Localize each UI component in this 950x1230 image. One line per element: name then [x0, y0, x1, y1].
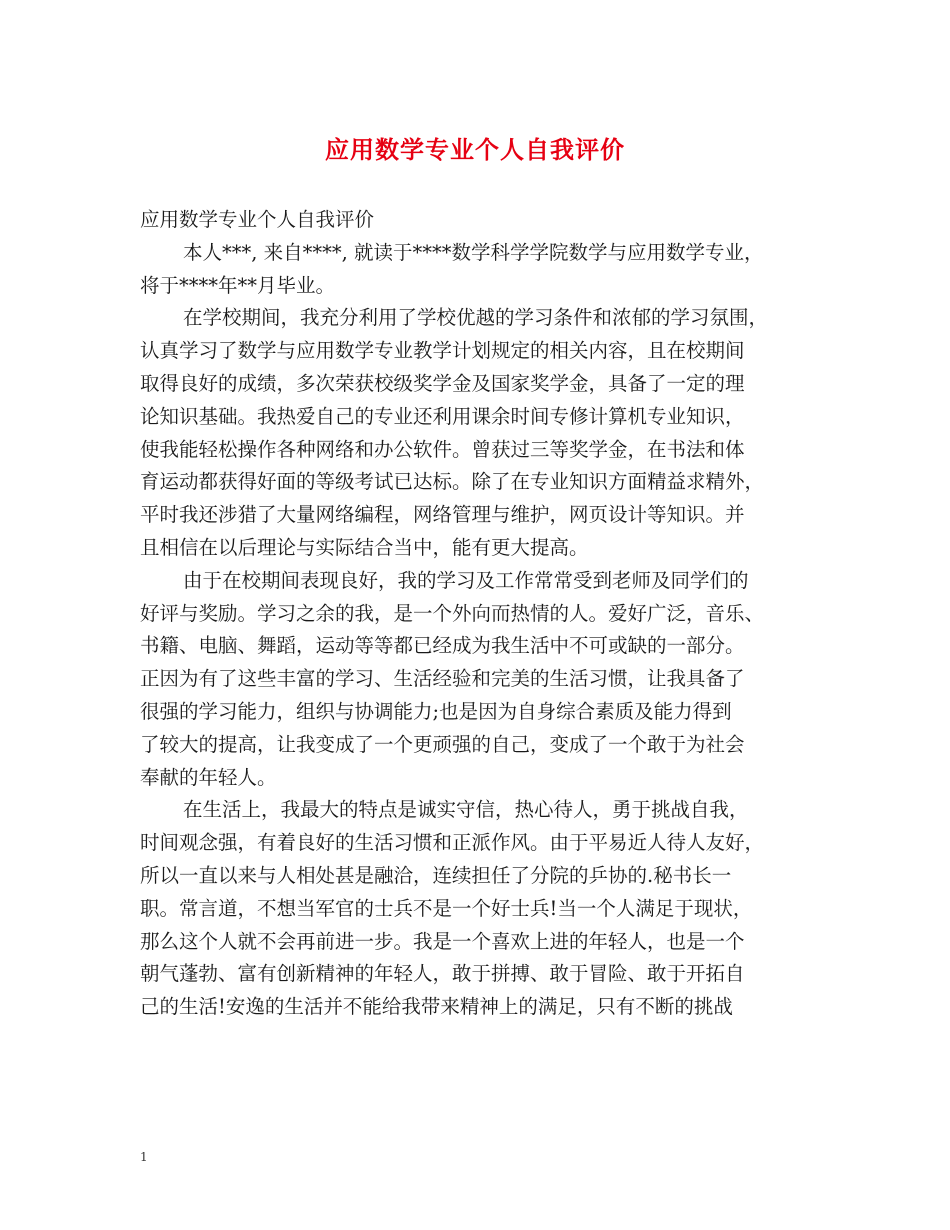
text-line: 在生活上，我最大的特点是诚实守信，热心待人，勇于挑战自我， [183, 798, 749, 822]
text-line: 那么这个人就不会再前进一步。我是一个喜欢上进的年轻人，也是一个 [140, 929, 745, 953]
text-line: 使我能轻松操作各种网络和办公软件。曾获过三等奖学金，在书法和体 [140, 437, 745, 461]
text-line: 由于在校期间表现良好，我的学习及工作常常受到老师及同学们的 [183, 568, 749, 592]
text-line: 将于****年**月毕业。 [140, 273, 336, 297]
text-line: 论知识基础。我热爱自己的专业还利用课余时间专修计算机专业知识， [140, 404, 745, 428]
text-line: 且相信在以后理论与实际结合当中，能有更大提高。 [140, 535, 589, 559]
text-line: 书籍、电脑、舞蹈，运动等等都已经成为我生活中不可或缺的一部分。 [140, 634, 745, 658]
text-line: 在学校期间，我充分利用了学校优越的学习条件和浓郁的学习氛围， [183, 306, 769, 330]
text-line: 时间观念强，有着良好的生活习惯和正派作风。由于平易近人待人友好， [140, 831, 765, 855]
text-line: 正因为有了这些丰富的学习、生活经验和完美的生活习惯，让我具备了 [140, 667, 745, 691]
text-line: 好评与奖励。学习之余的我，是一个外向而热情的人。爱好广泛，音乐、 [140, 601, 765, 625]
text-line: 平时我还涉猎了大量网络编程，网络管理与维护，网页设计等知识。并 [140, 503, 745, 527]
text-line: 取得良好的成绩，多次荣获校级奖学金及国家奖学金，具备了一定的理 [140, 371, 745, 395]
text-line: 职。常言道，不想当军官的士兵不是一个好士兵!当一个人满足于现状， [140, 896, 753, 920]
document-body [140, 204, 830, 1024]
text-line: 应用数学专业个人自我评价 [140, 208, 375, 231]
text-line: 本人***, 来自****, 就读于****数学科学学院数学与应用数学专业， [183, 240, 764, 264]
text-line: 奉献的年轻人。 [140, 765, 277, 789]
text-line: 认真学习了数学与应用数学专业教学计划规定的相关内容，且在校期间 [140, 339, 745, 363]
text-line: 朝气蓬勃、富有创新精神的年轻人，敢于拼搏、敢于冒险、敢于开拓自 [140, 962, 745, 986]
text-line: 很强的学习能力，组织与协调能力;也是因为自身综合素质及能力得到 [140, 699, 732, 723]
text-line: 了较大的提高，让我变成了一个更顽强的自己，变成了一个敢于为社会 [140, 732, 745, 756]
text-line: 育运动都获得好面的等级考试已达标。除了在专业知识方面精益求精外， [140, 470, 765, 494]
page-number: 1 [140, 1150, 148, 1164]
text-line: 己的生活!安逸的生活并不能给我带来精神上的满足，只有不断的挑战 [140, 995, 733, 1019]
document-title: 应用数学专业个人自我评价 [325, 136, 625, 164]
text-line: 所以一直以来与人相处甚是融洽，连续担任了分院的乒协的.秘书长一 [140, 863, 732, 887]
